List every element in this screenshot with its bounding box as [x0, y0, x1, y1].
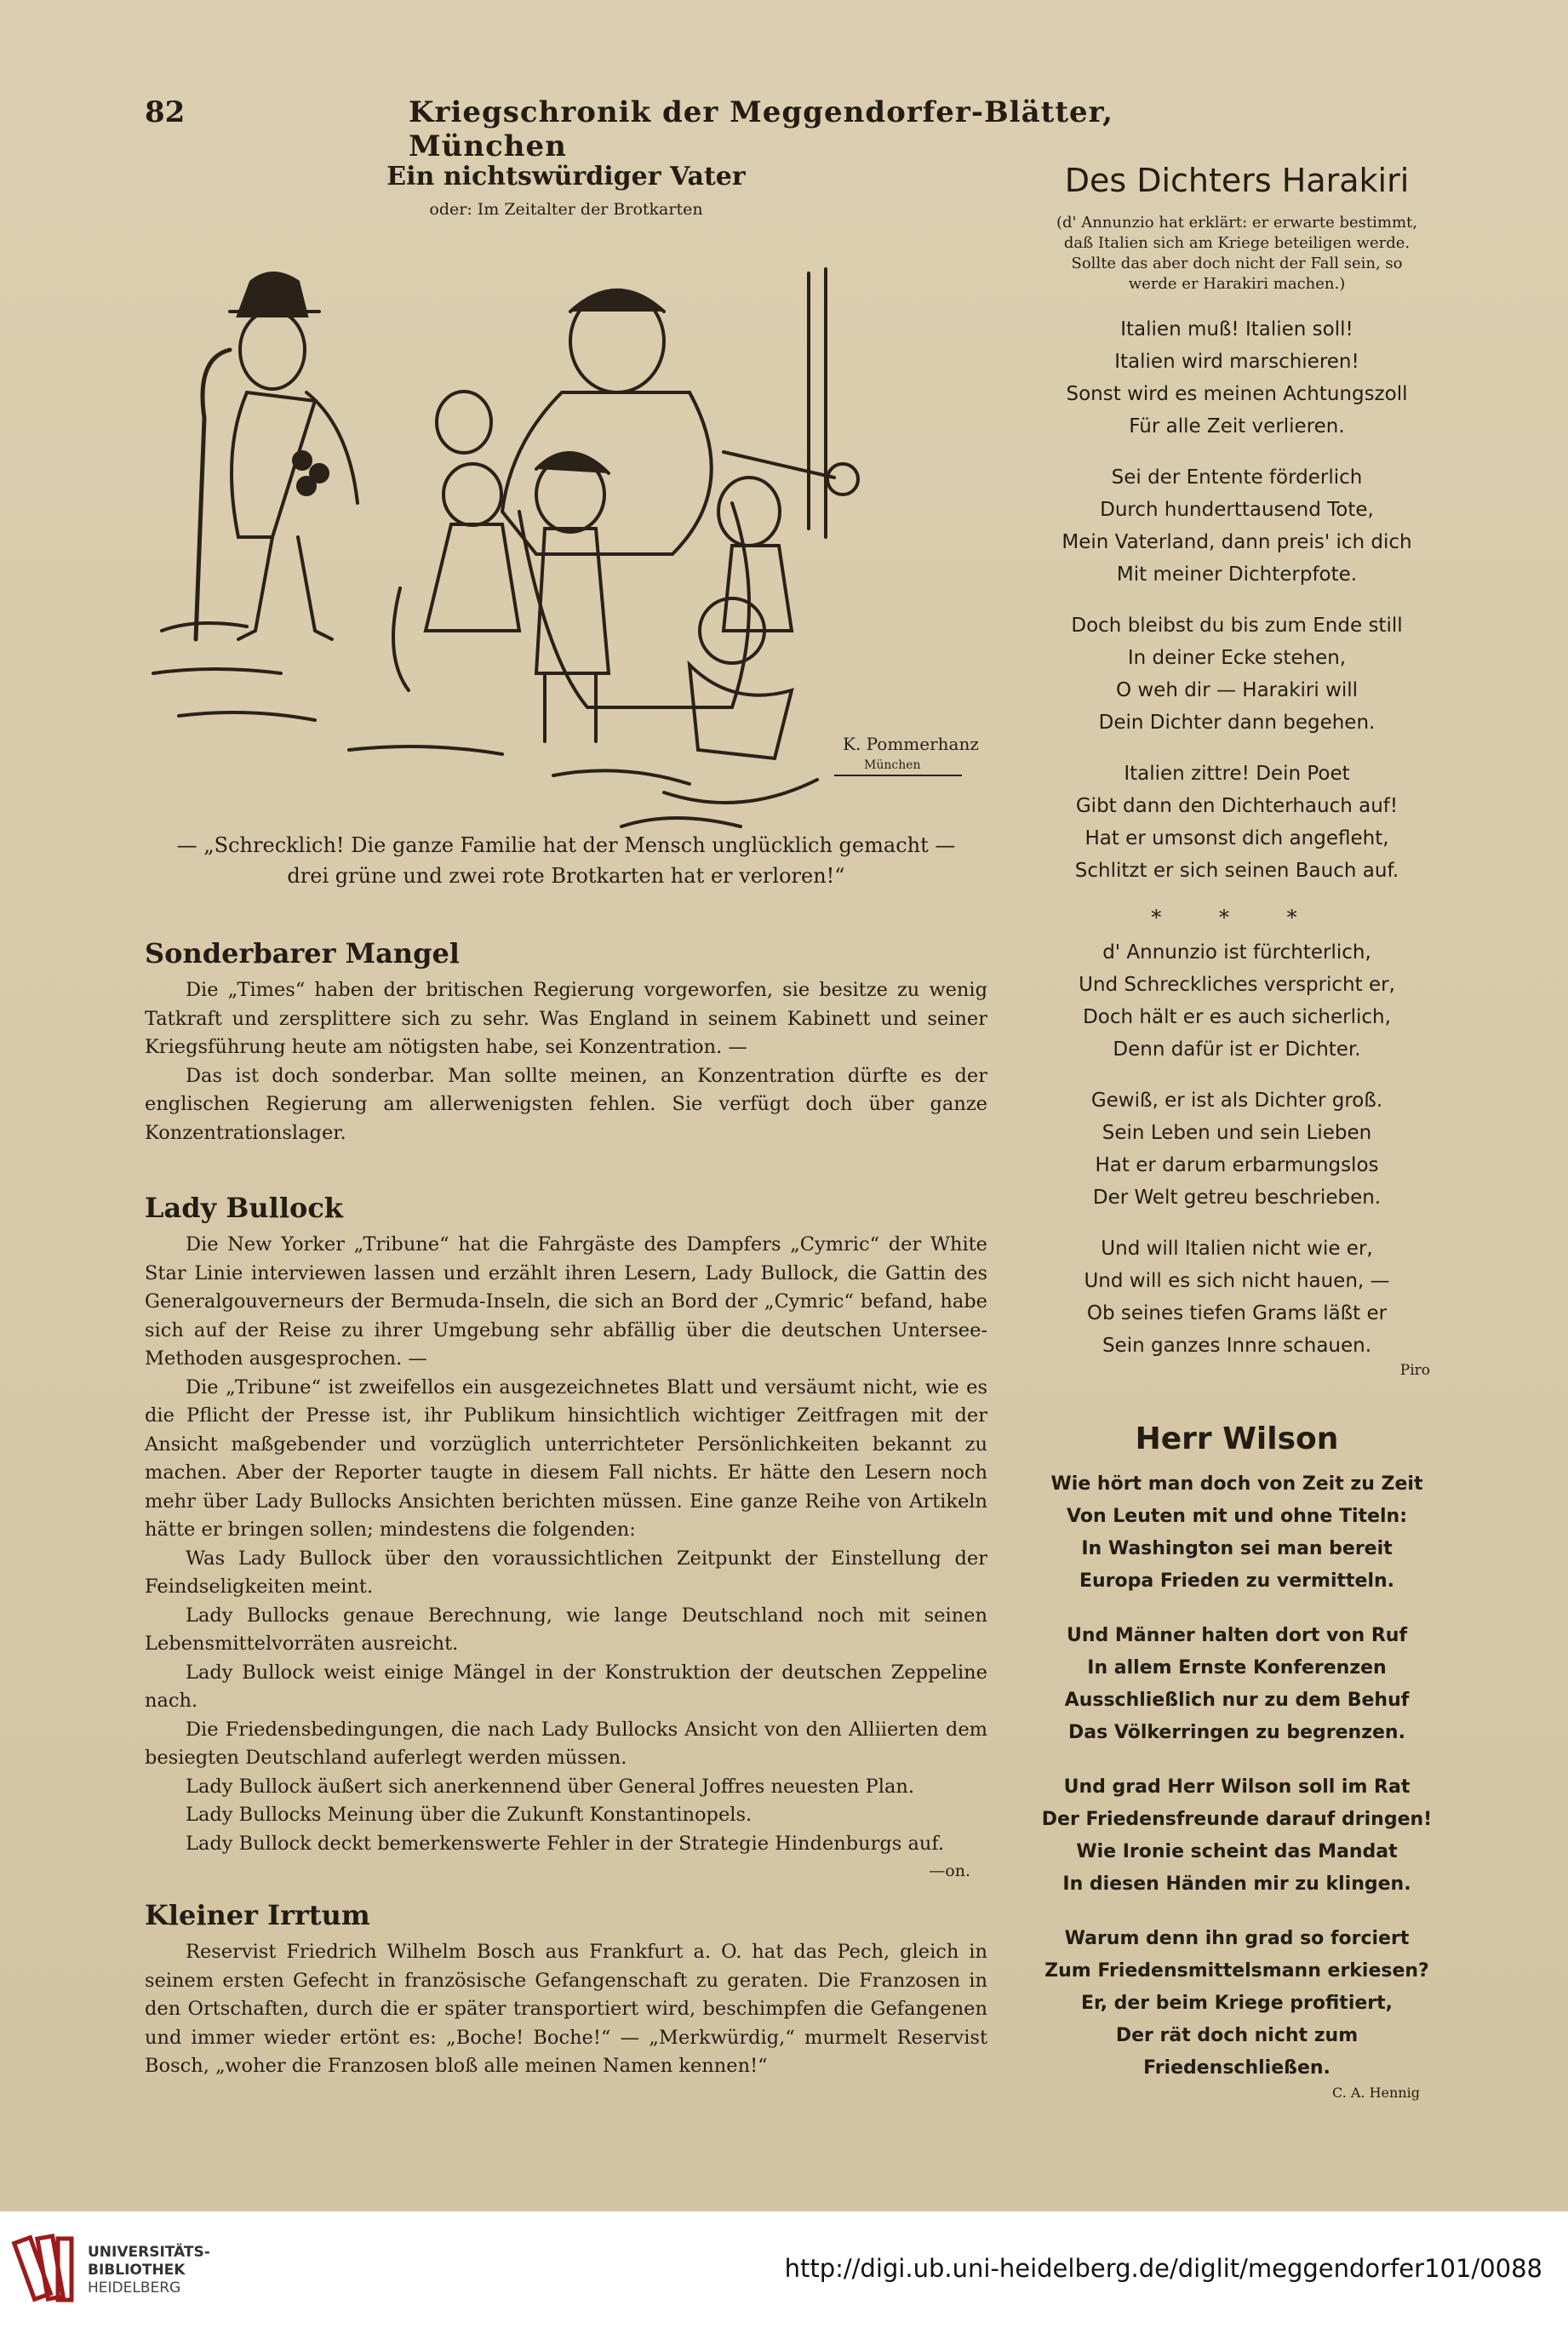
- verse: Wie hört man doch von Zeit zu Zeit: [1050, 1473, 1423, 1495]
- verse: Warum denn ihn grad so forciert: [1064, 1928, 1410, 1949]
- caption-line: — „Schrecklich! Die ganze Familie hat der Mensch unglücklich gemacht —: [176, 833, 956, 857]
- paragraph: Was Lady Bullock über den voraussichtlichen Zeitpunkt der Einstellung der Feindseligkeiten meint.: [145, 1547, 987, 1598]
- poem-stanza: [1028, 1620, 1445, 1749]
- verse: d' Annunzio ist fürchterlich,: [1102, 941, 1371, 964]
- verse: Ob seines tiefen Grams läßt er: [1086, 1302, 1388, 1324]
- intro-line: daß Italien sich am Kriege beteiligen werde.: [1063, 234, 1411, 252]
- verse: Mein Vaterland, dann preis' ich dich: [1062, 531, 1412, 553]
- section-title: Kleiner Irrtum: [145, 1899, 370, 1931]
- verse: Er, der beim Kriege profitiert,: [1080, 1993, 1393, 2014]
- verse: O weh dir — Harakiri will: [1115, 679, 1359, 701]
- verse: In allem Ernste Konferenzen: [1087, 1657, 1387, 1679]
- poem-stanza: [1028, 1923, 1445, 2085]
- verse: Für alle Zeit verlieren.: [1129, 415, 1345, 438]
- poem-stanza: [1028, 1084, 1445, 1214]
- cartoon-illustration: [145, 231, 979, 827]
- poem-title: Herr Wilson: [1135, 1421, 1339, 1456]
- section-title: Lady Bullock: [145, 1192, 343, 1224]
- verse: Von Leuten mit und ohne Titeln:: [1067, 1506, 1407, 1527]
- intro-line: werde er Harakiri machen.): [1128, 275, 1346, 293]
- paragraph: Die New Yorker „Tribune“ hat die Fahrgäste des Dampfers „Cymric“ der White Star Linie interviewen lassen und erzählt ihren Lesern, Lady Bullock, die Gattin des Generalgouverneurs der Bermuda-Inseln, die sich an Bord der „Cymric“ befand, habe sich auf der Reise zu ihrer Umgebung sehr abfällig über die deutschen Untersee-Methoden ausgesprochen. —: [145, 1233, 987, 1370]
- verse: Sein ganzes Innre schauen.: [1102, 1335, 1372, 1357]
- paragraph: Lady Bullock deckt bemerkenswerte Fehler in der Strategie Hindenburgs auf.: [186, 1832, 945, 1855]
- library-name-line: BIBLIOTHEK: [88, 2262, 186, 2279]
- paragraph: Reservist Friedrich Wilhelm Bosch aus Frankfurt a. O. hat das Pech, gleich in seinem ersten Gefecht in französische Gefangenschaft zu geraten. Die Franzosen in den Ortschaften, durch die er später transportiert wird, beschimpfen die Gefangenen und immer wieder ertönt es: „Boche! Boche!“ — „Merkwürdig,“ murmelt Reservist Bosch, „woher die Franzosen bloß alle meinen Namen kennen!“: [145, 1941, 987, 2077]
- cartoon-caption: [145, 830, 987, 891]
- verse: Italien wird marschieren!: [1114, 351, 1359, 373]
- section-title: Sonderbarer Mangel: [145, 937, 460, 970]
- verse: In deiner Ecke stehen,: [1127, 647, 1347, 669]
- verse: Der rät doch nicht zum Friedenschließen.: [1115, 2025, 1359, 2079]
- verse: Und will es sich nicht hauen, —: [1084, 1270, 1390, 1292]
- poem-stanza: [1028, 936, 1445, 1066]
- library-name-line: HEIDELBERG: [88, 2279, 181, 2297]
- verse: Dein Dichter dann begehen.: [1098, 712, 1376, 734]
- page-number: 82: [145, 95, 186, 129]
- section-stars: * * *: [1151, 906, 1323, 929]
- verse: Und grad Herr Wilson soll im Rat: [1063, 1776, 1411, 1798]
- verse: Der Welt getreu beschrieben.: [1092, 1187, 1382, 1209]
- paragraph: Lady Bullocks Meinung über die Zukunft Konstantinopels.: [186, 1804, 753, 1826]
- footer-bar: [0, 2211, 1568, 2328]
- caption-line: drei grüne und zwei rote Brotkarten hat er verloren!“: [287, 864, 845, 888]
- library-name-line: UNIVERSITÄTS-: [88, 2244, 210, 2261]
- verse: Hat er darum erbarmungslos: [1095, 1154, 1379, 1176]
- poem-author: C. A. Hennig: [1332, 2085, 1420, 2101]
- running-title: Kriegschronik der Meggendorfer-Blätter, München: [409, 95, 1113, 163]
- verse: Doch bleibst du bis zum Ende still: [1071, 615, 1403, 637]
- verse: Mit meiner Dichterpfote.: [1116, 563, 1358, 586]
- right-column: [1028, 162, 1445, 2101]
- verse: Hat er umsonst dich angefleht,: [1084, 827, 1389, 849]
- paragraph: Die Friedensbedingungen, die nach Lady Bullocks Ansicht von den Alliierten dem besiegten Deutschland auferlegt werden müssen.: [145, 1718, 987, 1769]
- verse: Ausschließlich nur zu dem Behuf: [1064, 1690, 1410, 1711]
- poem-stanza: [1028, 1468, 1445, 1598]
- intro-line: Sollte das aber doch nicht der Fall sein, so: [1071, 255, 1403, 272]
- left-column: [145, 162, 987, 2081]
- verse: Europa Frieden zu vermitteln.: [1079, 1570, 1395, 1592]
- poem-stanza: [1028, 313, 1445, 443]
- paragraph: Die „Times“ haben der britischen Regierung vorgeworfen, sie besitze zu wenig Tatkraft und zersplittere sich zu sehr. Was England in seinem Kabinett und seiner Kriegsführung heute am nötigsten habe, sei Konzentration. —: [145, 979, 987, 1058]
- signature-text: K. Pommerhanz: [843, 734, 979, 754]
- verse: Durch hunderttausend Tote,: [1100, 499, 1374, 521]
- poem-stanza: [1028, 461, 1445, 591]
- verse: Denn dafür ist er Dichter.: [1113, 1038, 1361, 1061]
- paragraph: Lady Bullocks genaue Berechnung, wie lange Deutschland noch mit seinen Lebensmittelvorräten ausreicht.: [145, 1604, 987, 1655]
- cartoon-subtitle: oder: Im Zeitalter der Brotkarten: [429, 200, 703, 219]
- library-logo-icon: [19, 2230, 77, 2308]
- verse: Schlitzt er sich seinen Bauch auf.: [1074, 860, 1399, 882]
- verse: Wie Ironie scheint das Mandat: [1076, 1841, 1398, 1862]
- library-name: [88, 2244, 210, 2297]
- verse: In Washington sei man bereit: [1081, 1538, 1393, 1559]
- verse: Sein Leben und sein Lieben: [1102, 1122, 1372, 1144]
- paragraph: Das ist doch sonderbar. Man sollte meinen, an Konzentration dürfte es der englischen Regierung am allerwenigsten fehlen. Sie verfügt doch über ganze Konzentrationslager.: [145, 1064, 987, 1144]
- verse: Gibt dann den Dichterhauch auf!: [1075, 795, 1399, 817]
- signature-city: München: [864, 758, 921, 772]
- verse: Und Männer halten dort von Ruf: [1066, 1625, 1408, 1646]
- poem-stanza: [1028, 609, 1445, 739]
- verse: Zum Friedensmittelsmann erkiesen?: [1044, 1960, 1429, 1982]
- poem-author: Piro: [1399, 1362, 1430, 1379]
- intro-line: (d' Annunzio hat erklärt: er erwarte bestimmt,: [1056, 214, 1418, 232]
- section-signature: —on.: [929, 1862, 970, 1880]
- verse: Und will Italien nicht wie er,: [1101, 1238, 1373, 1260]
- cartoon-title: Ein nichtswürdiger Vater: [386, 162, 746, 192]
- verse: In diesen Händen mir zu klingen.: [1062, 1873, 1411, 1895]
- paragraph: Die „Tribune“ ist zweifellos ein ausgezeichnetes Blatt und versäumt nicht, wie es die Pflicht der Presse ist, ihr Publikum hinsichtlich wichtiger Zeitfragen mit der Ansicht maßgebender und vorzüglich unterrichteter Persönlichkeiten bekannt zu machen. Aber der Reporter taugte in diesem Fall nichts. Er hätte den Lesern noch mehr über Lady Bullocks Ansichten berichten müssen. Eine ganze Reihe von Artikeln hätte er bringen sollen; mindestens die folgenden:: [145, 1376, 987, 1541]
- source-url-link[interactable]: http://digi.ub.uni-heidelberg.de/diglit/meggendorfer101/0088: [784, 2254, 1542, 2283]
- verse: Italien zittre! Dein Poet: [1124, 763, 1350, 785]
- paragraph: Lady Bullock weist einige Mängel in der Konstruktion der deutschen Zeppeline nach.: [145, 1661, 987, 1712]
- poem-stanza: [1028, 1233, 1445, 1362]
- poem-title: Des Dichters Harakiri: [1064, 162, 1410, 199]
- verse: Doch hält er es auch sicherlich,: [1083, 1006, 1391, 1028]
- paragraph: Lady Bullock äußert sich anerkennend über General Joffres neuesten Plan.: [186, 1775, 915, 1798]
- poem-stanza: [1028, 1771, 1445, 1901]
- cartoon-signature: [834, 734, 979, 775]
- verse: Der Friedensfreunde darauf dringen!: [1041, 1809, 1433, 1830]
- poem-stanza: [1028, 758, 1445, 887]
- verse: Das Völkerringen zu begrenzen.: [1068, 1722, 1405, 1743]
- poem-intro: [1028, 213, 1445, 295]
- verse: Gewiß, er ist als Dichter groß.: [1090, 1090, 1383, 1112]
- verse: Und Schreckliches verspricht er,: [1079, 974, 1395, 996]
- verse: Italien muß! Italien soll!: [1120, 318, 1353, 340]
- page-header: [145, 95, 1243, 163]
- verse: Sei der Entente förderlich: [1111, 466, 1363, 489]
- verse: Sonst wird es meinen Achtungszoll: [1066, 383, 1408, 405]
